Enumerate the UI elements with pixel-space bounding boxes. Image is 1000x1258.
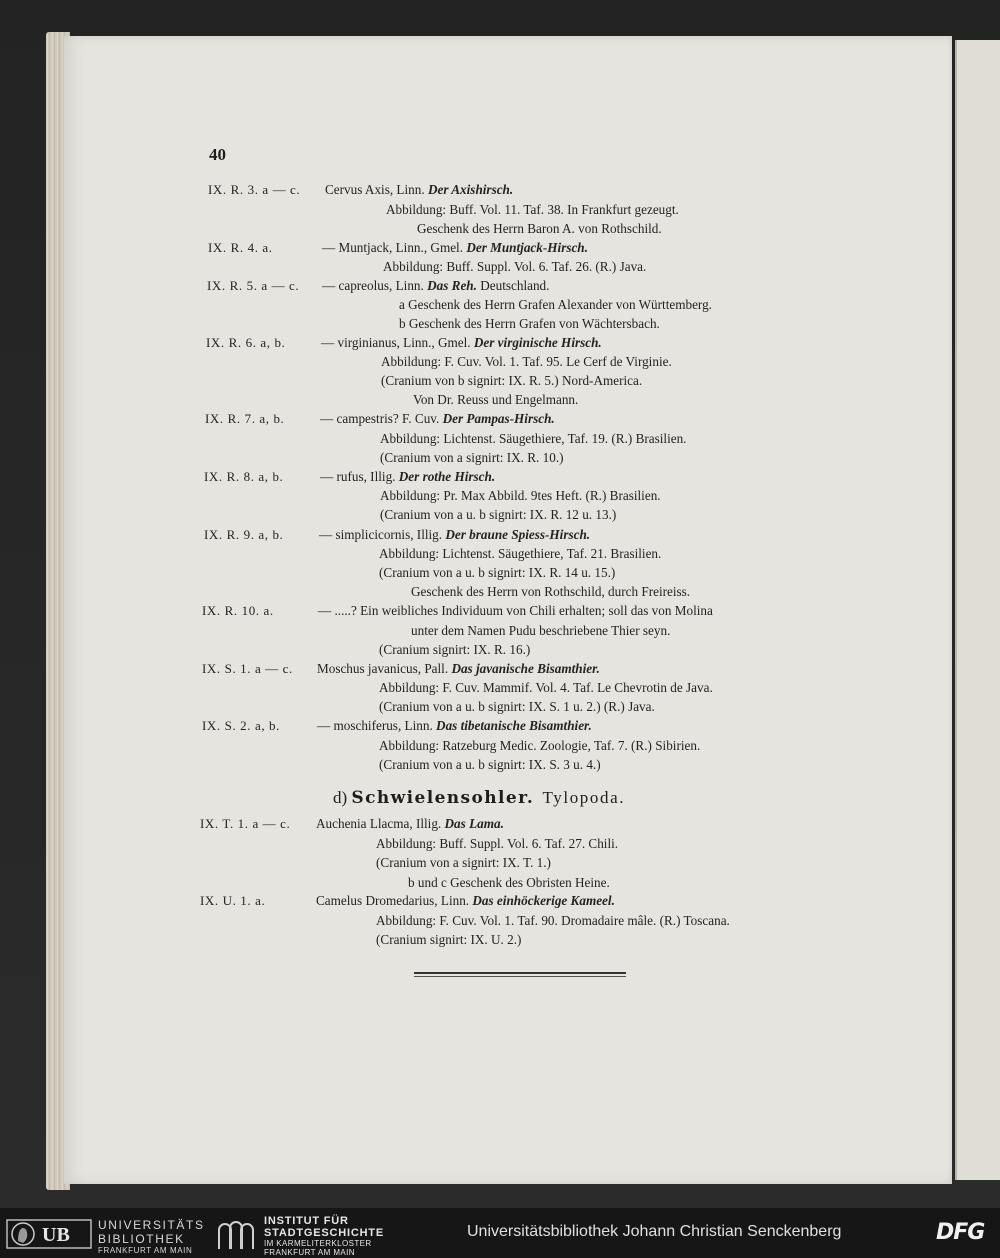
taxon-name: — Muntjack, Linn., Gmel. — [322, 240, 464, 255]
ub-name-line2: BIBLIOTHEK — [98, 1232, 185, 1246]
taxon-name: Camelus Dromedarius, Linn. — [316, 893, 470, 908]
section-heading — [333, 788, 625, 808]
institute-line4: FRANKFURT AM MAIN — [264, 1248, 355, 1257]
page-number: 40 — [209, 145, 226, 164]
vernacular-name: Das Lama. — [444, 816, 504, 831]
entry-detail-line: (Cranium von b signirt: IX. R. 5.) Nord-America. — [381, 373, 643, 388]
vernacular-name: Der virginische Hirsch. — [473, 335, 602, 350]
entry-detail-line: Abbildung: Buff. Suppl. Vol. 6. Taf. 26. (R.) Java. — [383, 259, 647, 274]
vernacular-name: Das javanische Bisamthier. — [451, 661, 600, 676]
taxon-name: — moschiferus, Linn. — [317, 718, 433, 733]
entry-detail-line: Abbildung: Pr. Max Abbild. 9tes Heft. (R.) Brasilien. — [380, 488, 661, 503]
taxon-line — [316, 892, 615, 909]
taxon-line — [320, 468, 495, 485]
vernacular-name: Der Axishirsch. — [427, 182, 514, 197]
library-name: Universitätsbibliothek Johann Christian Senckenberg — [467, 1223, 842, 1240]
entry-detail-line: b Geschenk des Herrn Grafen von Wächtersbach. — [399, 316, 660, 331]
ub-name-line3: FRANKFURT AM MAIN — [98, 1246, 193, 1255]
entry-detail-line: (Cranium von a u. b signirt: IX. R. 12 u. 13.) — [380, 507, 617, 522]
entry-detail-line: Abbildung: Buff. Suppl. Vol. 6. Taf. 27. Chili. — [376, 836, 619, 851]
section-letter: d) — [333, 788, 348, 807]
catalog-number: IX. R. 8. a, b. — [204, 469, 284, 484]
taxon-name: — simplicicornis, Illig. — [319, 527, 443, 542]
footer-bar — [0, 1208, 1000, 1258]
entry-detail-line: (Cranium von a u. b signirt: IX. R. 14 u. 15.) — [379, 565, 616, 580]
entry-detail-line: Von Dr. Reuss und Engelmann. — [413, 392, 579, 407]
taxon-name: — .....? Ein weibliches Individuum von Chili erhalten; soll das von Molina — [318, 603, 713, 618]
institute-line3: IM KARMELITERKLOSTER — [264, 1239, 372, 1248]
section-latin-name: Tylopoda. — [542, 788, 626, 807]
catalog-number: IX. S. 1. a — c. — [202, 661, 293, 676]
entry-detail-line: Abbildung: Buff. Vol. 11. Taf. 38. In Frankfurt gezeugt. — [386, 202, 679, 217]
catalog-number: IX. U. 1. a. — [200, 893, 266, 908]
vernacular-name: Das einhöckerige Kameel. — [472, 893, 615, 908]
entry-detail-line: Abbildung: F. Cuv. Vol. 1. Taf. 90. Dromadaire mâle. (R.) Toscana. — [376, 913, 730, 928]
entry-detail-line: Abbildung: Lichtenst. Säugethiere, Taf. 21. Brasilien. — [379, 546, 662, 561]
facing-page-edge — [955, 40, 1000, 1180]
taxon-name: — campestris? F. Cuv. — [320, 411, 440, 426]
vernacular-name: Der Pampas-Hirsch. — [442, 411, 555, 426]
svg-text:UB: UB — [42, 1224, 70, 1246]
vernacular-name: Das Reh. — [427, 278, 477, 293]
entry-detail-line: (Cranium von a u. b signirt: IX. S. 1 u. 2.) (R.) Java. — [379, 699, 655, 714]
vernacular-name: Das tibetanische Bisamthier. — [436, 718, 592, 733]
entry-detail-line: Abbildung: Lichtenst. Säugethiere, Taf. 19. (R.) Brasilien. — [380, 431, 687, 446]
entry-detail-line: (Cranium signirt: IX. U. 2.) — [376, 932, 522, 947]
entry-detail-line: unter dem Namen Pudu beschriebene Thier seyn. — [411, 623, 671, 638]
taxon-name: Moschus javanicus, Pall. — [317, 661, 449, 676]
entry-detail-line: (Cranium signirt: IX. R. 16.) — [379, 642, 531, 657]
taxon-line — [325, 181, 513, 198]
taxon-name: — capreolus, Linn. — [322, 278, 424, 293]
institute-line1: INSTITUT FÜR — [264, 1215, 349, 1227]
entry-detail-line: Abbildung: F. Cuv. Vol. 1. Taf. 95. Le Cerf de Virginie. — [381, 354, 672, 369]
taxon-locality: Deutschland. — [480, 278, 550, 293]
entry-detail-line: Abbildung: Ratzeburg Medic. Zoologie, Taf. 7. (R.) Sibirien. — [379, 738, 701, 753]
vernacular-name: Der Muntjack-Hirsch. — [466, 240, 588, 255]
catalog-number: IX. R. 5. a — c. — [207, 278, 300, 293]
entry-detail-line: a Geschenk des Herrn Grafen Alexander von Württemberg. — [399, 297, 712, 312]
vernacular-name: Der rothe Hirsch. — [398, 469, 496, 484]
institute-line2: STADTGESCHICHTE — [264, 1227, 384, 1239]
entry-detail-line: b und c Geschenk des Obristen Heine. — [408, 875, 610, 890]
catalog-number: IX. R. 9. a, b. — [204, 527, 284, 542]
taxon-line — [322, 277, 549, 294]
taxon-line — [321, 334, 602, 351]
ending-rule — [414, 972, 626, 977]
taxon-line — [320, 410, 555, 427]
dfg-logo: DFG — [936, 1220, 985, 1245]
taxon-name: Cervus Axis, Linn. — [325, 182, 425, 197]
taxon-line — [316, 815, 504, 832]
catalog-number: IX. R. 4. a. — [208, 240, 273, 255]
taxon-line — [322, 239, 588, 256]
institute-arches-icon — [216, 1216, 256, 1250]
catalog-number: IX. S. 2. a, b. — [202, 718, 280, 733]
taxon-line — [319, 526, 590, 543]
taxon-name: Auchenia Llacma, Illig. — [316, 816, 442, 831]
ub-logo — [6, 1219, 92, 1249]
taxon-line — [318, 602, 713, 619]
catalog-number: IX. R. 6. a, b. — [206, 335, 286, 350]
taxon-name: — virginianus, Linn., Gmel. — [321, 335, 471, 350]
entry-detail-line: (Cranium von a signirt: IX. R. 10.) — [380, 450, 564, 465]
entry-detail-line: Geschenk des Herrn Baron A. von Rothschild. — [417, 221, 662, 236]
vernacular-name: Der braune Spiess-Hirsch. — [445, 527, 591, 542]
entry-detail-line: (Cranium von a u. b signirt: IX. S. 3 u. 4.) — [379, 757, 601, 772]
taxon-line — [317, 717, 592, 734]
ub-name-line1: UNIVERSITÄTS — [98, 1218, 205, 1232]
catalog-number: IX. R. 7. a, b. — [205, 411, 285, 426]
section-name: Schwielensohler. — [351, 788, 535, 808]
catalog-number: IX. R. 3. a — c. — [208, 182, 301, 197]
entry-detail-line: Geschenk des Herrn von Rothschild, durch Freireiss. — [411, 584, 691, 599]
catalog-number: IX. T. 1. a — c. — [200, 816, 291, 831]
taxon-name: — rufus, Illig. — [320, 469, 396, 484]
entry-detail-line: Abbildung: F. Cuv. Mammif. Vol. 4. Taf. Le Chevrotin de Java. — [379, 680, 713, 695]
entry-detail-line: (Cranium von a signirt: IX. T. 1.) — [376, 855, 551, 870]
taxon-line — [317, 660, 600, 677]
catalog-number: IX. R. 10. a. — [202, 603, 274, 618]
